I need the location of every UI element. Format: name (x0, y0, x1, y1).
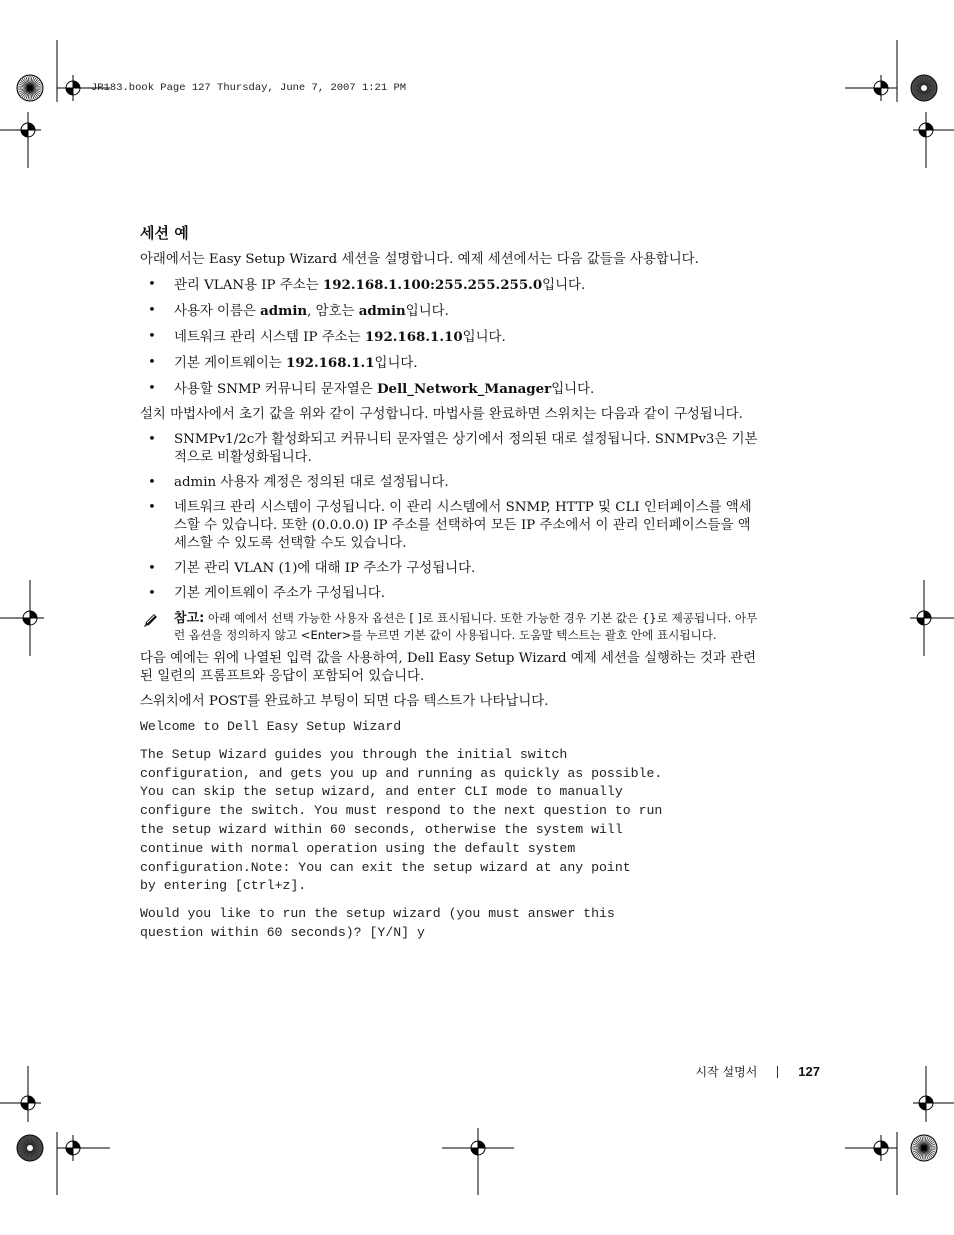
pencil-note-icon (142, 611, 160, 634)
list-item: • 기본 게이트웨이 주소가 구성됩니다. (140, 585, 760, 603)
star-target (17, 75, 43, 101)
section-title: 세션 예 (140, 224, 189, 242)
list-item: • 사용자 이름은 admin, 암호는 admin입니다. (140, 302, 760, 321)
note-block (140, 610, 760, 644)
page-content (140, 222, 760, 952)
example-values-list (140, 276, 760, 399)
config-results-list (140, 431, 760, 603)
code-welcome: Welcome to Dell Easy Setup Wizard (140, 719, 402, 734)
list-item: • 네트워크 관리 시스템이 구성됩니다. 이 관리 시스템에서 SNMP, HTTP 및 CLI 인터페이스를 액세스할 수 있습니다. 또한 (0.0.0.0) IP 주소를 선택하여 모든 IP 주소에서 이 관리 인터페이스들을 액세스할 수 있도록 선택할 수도 있습니다. (140, 499, 760, 553)
star-target (17, 1135, 43, 1161)
list-item: • 관리 VLAN용 IP 주소는 192.168.1.100:255.255.255.0입니다. (140, 276, 760, 295)
list-item: • SNMPv1/2c가 활성화되고 커뮤니티 문자열은 상기에서 정의된 대로 설정됩니다. SNMPv3은 기본적으로 비활성화됩니다. (140, 431, 760, 467)
page-number: 127 (798, 1064, 820, 1079)
note-text: 아래 예에서 선택 가능한 사용자 옵션은 [ ]로 표시됩니다. 또한 가능한 경우 기본 값은 {}로 제공됩니다. 아무런 옵션을 정의하지 않고 <Enter>를 누르면 기본 값이 사용됩니다. 도움말 텍스트는 괄호 안에 표시됩니다. (174, 611, 758, 642)
intro-paragraph: 아래에서는 Easy Setup Wizard 세션을 설명합니다. 예제 세션에서는 다음 값들을 사용합니다. (140, 252, 699, 267)
list-item: • 사용할 SNMP 커뮤니티 문자열은 Dell_Network_Manager입니다. (140, 380, 760, 399)
code-guide: The Setup Wizard guides you through the initial switch configuration, and gets you up and running as quickly as possible. You can skip the setup wizard, and enter CLI mode to manually configure the switch. You must respond to the next question to run the setup wizard within 60 seconds, otherwise the system will continue with normal operation using the default system configuration.Note: You can exit the setup wizard at any point by entering [ctrl+z]. (140, 746, 663, 894)
page-footer (696, 1063, 820, 1080)
list-item: • 네트워크 관리 시스템 IP 주소는 192.168.1.10입니다. (140, 328, 760, 347)
boot-text-paragraph: 스위치에서 POST를 완료하고 부팅이 되면 다음 텍스트가 나타납니다. (140, 694, 549, 709)
print-job-info: JR183.book Page 127 Thursday, June 7, 2007 1:21 PM (91, 82, 407, 94)
footer-divider (777, 1066, 778, 1078)
config-intro-paragraph: 설치 마법사에서 초기 값을 위와 같이 구성합니다. 마법사를 완료하면 스위치는 다음과 같이 구성됩니다. (140, 407, 743, 422)
chapter-title: 시작 설명서 (695, 1065, 758, 1079)
code-question: Would you like to run the setup wizard (you must answer this question within 60 seconds)? [Y/N] y (140, 906, 615, 940)
list-item: • 기본 관리 VLAN (1)에 대해 IP 주소가 구성됩니다. (140, 560, 760, 578)
list-item: • admin 사용자 계정은 정의된 대로 설정됩니다. (140, 474, 760, 492)
star-target (911, 1135, 937, 1161)
example-intro-paragraph: 다음 예에는 위에 나열된 입력 값을 사용하여, Dell Easy Setup Wizard 예제 세션을 실행하는 것과 관련된 일련의 프롬프트와 응답이 포함되어 있습니다. (140, 651, 757, 684)
list-item: • 기본 게이트웨이는 192.168.1.1입니다. (140, 354, 760, 373)
star-target (911, 75, 937, 101)
note-label: 참고: (174, 611, 205, 626)
